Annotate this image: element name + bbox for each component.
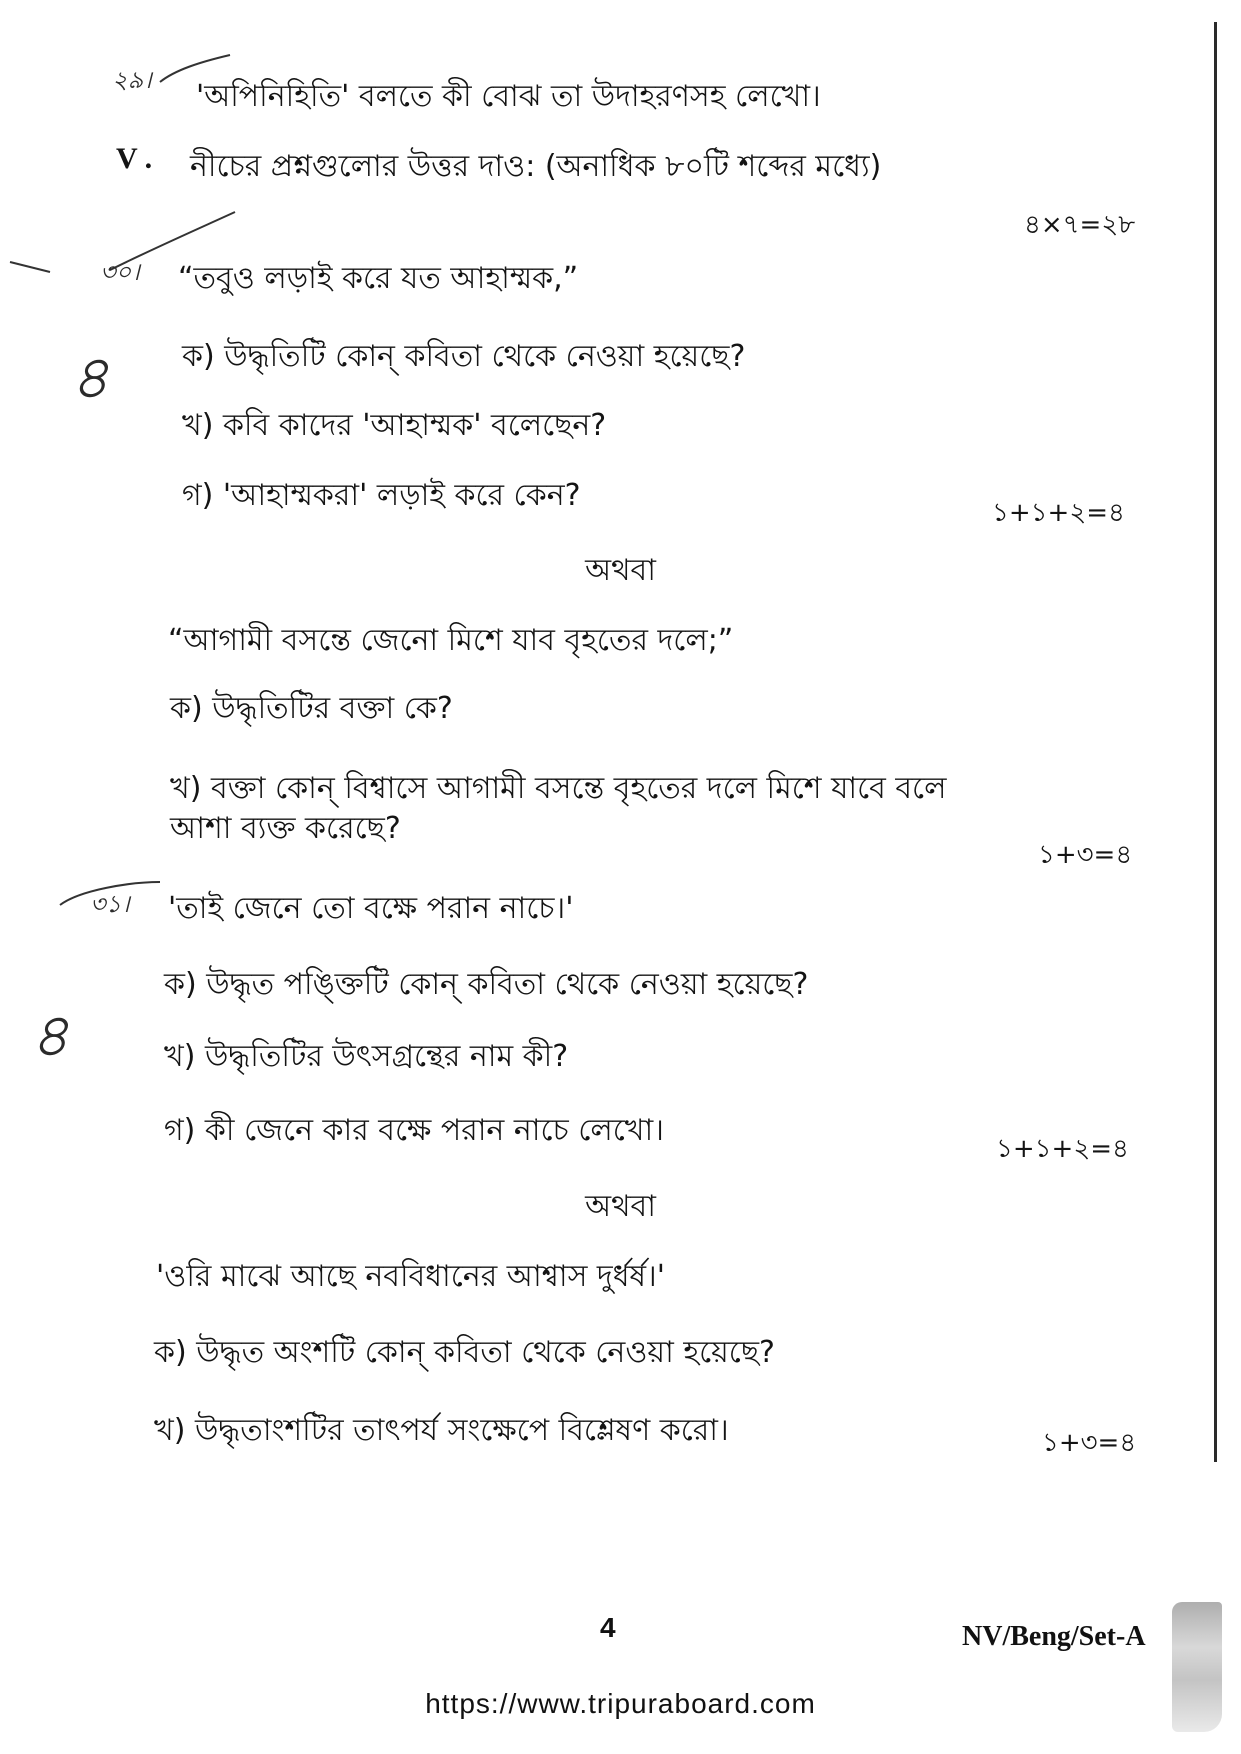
q31-alt-marks: ১+৩=৪	[1042, 1428, 1137, 1458]
handwritten-mark-q30: ৪	[70, 343, 109, 413]
q30-or-divider: অথবা	[585, 553, 656, 588]
q31-part-b: খ) উদ্ধৃতিটির উৎসগ্রন্থের নাম কী?	[164, 1039, 569, 1074]
q30-part-a: ক) উদ্ধৃতিটি কোন্ কবিতা থেকে নেওয়া হয়েছে?	[182, 339, 746, 374]
q31-alt-part-a: ক) উদ্ধৃত অংশটি কোন্ কবিতা থেকে নেওয়া হয়েছে?	[154, 1335, 775, 1370]
q29-text: 'অপিনিহিতি' বলতে কী বোঝ তা উদাহরণসহ লেখো।	[196, 79, 821, 114]
pen-stroke-q30-dash	[10, 262, 50, 272]
q31-alt-quote: 'ওরি মাঝে আছে নববিধানের আশ্বাস দুর্ধর্ষ।'	[156, 1259, 666, 1294]
q30-marks: ১+১+২=৪	[992, 498, 1125, 528]
q31-part-c: গ) কী জেনে কার বক্ষে পরান নাচে লেখো।	[164, 1113, 664, 1148]
section-v-instruction: নীচের প্রশ্নগুলোর উত্তর দাও: (অনাধিক ৮০টি শব্দের মধ্যে)	[190, 149, 882, 184]
page-number: 4	[600, 1612, 616, 1643]
q30-alt-part-b-line2: আশা ব্যক্ত করেছে?	[170, 811, 401, 846]
q30-alt-part-a: ক) উদ্ধৃতিটির বক্তা কে?	[170, 691, 453, 726]
handwritten-q29-number: ২৯।	[112, 66, 152, 94]
section-v-label: V .	[116, 142, 153, 175]
section-v-marks: ৪×৭=২৮	[1024, 210, 1136, 240]
q31-or-divider: অথবা	[585, 1189, 656, 1224]
q30-alt-part-b-line1: খ) বক্তা কোন্ বিশ্বাসে আগামী বসন্তে বৃহতের দলে মিশে যাবে বলে	[170, 771, 947, 806]
q31-part-a: ক) উদ্ধৃত পঙ্ক্তিটি কোন্ কবিতা থেকে নেওয়া হয়েছে?	[164, 967, 809, 1002]
handwritten-q31-number: ৩১।	[90, 890, 130, 918]
q30-alt-quote: “আগামী বসন্তে জেনো মিশে যাব বৃহতের দলে;”	[168, 623, 734, 658]
q31-alt-part-b: খ) উদ্ধৃতাংশটির তাৎপর্য সংক্ষেপে বিশ্লেষণ করো।	[154, 1413, 729, 1448]
q30-quote: “তবুও লড়াই করে যত আহাম্মক,”	[178, 261, 579, 296]
source-url: https://www.tripuraboard.com	[425, 1688, 816, 1719]
q30-part-b: খ) কবি কাদের 'আহাম্মক' বলেছেন?	[182, 408, 607, 443]
paper-code: NV/Beng/Set-A	[962, 1621, 1146, 1652]
q31-quote: 'তাই জেনে তো বক্ষে পরান নাচে।'	[168, 891, 574, 926]
q31-marks: ১+১+২=৪	[996, 1134, 1129, 1164]
q30-part-c: গ) 'আহাম্মকরা' লড়াই করে কেন?	[182, 478, 581, 513]
handwritten-mark-q31: ৪	[30, 1001, 69, 1071]
q30-alt-marks: ১+৩=৪	[1038, 840, 1133, 870]
handwritten-q30-number: ৩০।	[100, 258, 140, 286]
